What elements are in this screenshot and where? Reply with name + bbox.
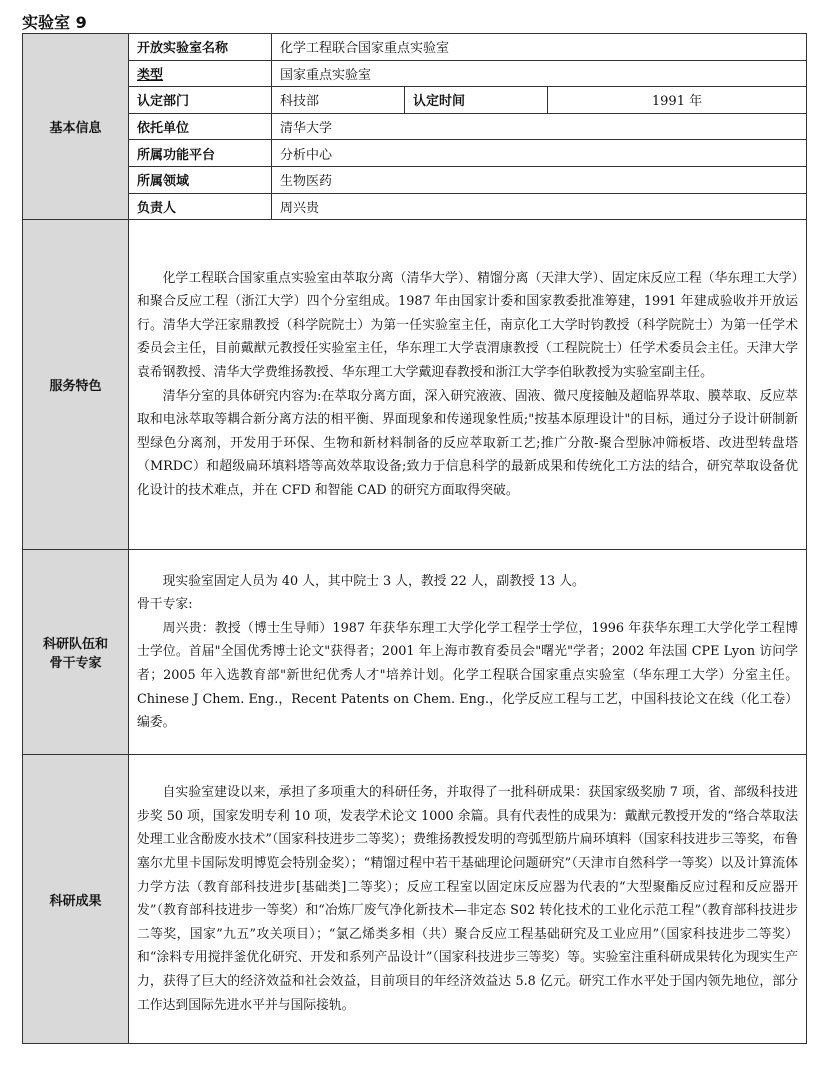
team-paragraph: 周兴贵：教授（博士生导师）1987 年获华东理工大学化学工程学士学位，1996 年获华东理工大学化学工程博士学位。首届"全国优秀博士论文"获得者；2001 年上海市教育委员会"曙光"学者；2002 年法国 CPE Lyon 访问学者；2005 年入选教育部"新世纪优秀人才"培养计划。化学工程联合国家重点实验室（华东理工大学）分室主任。Chinese J Chem. Eng.，Recent Patents on Chem. Eng.，化学反应工程与工艺，中国科技论文在线（化工卷）编委。 [137,620,799,731]
label-field: 所属领域 [129,166,272,193]
service-body [129,220,807,550]
label-certified-time: 认定时间 [405,87,548,114]
service-paragraph: 化学工程联合国家重点实验室由萃取分离（清华大学）、精馏分离（天津大学）、固定床反应工程（华东理工大学）和聚合反应工程（浙江大学）四个分室组成。1987 年由国家计委和国家教委批准筹建，1991 年建成验收并开放运行。清华大学汪家鼎教授（科学院院士）为第一任实验室主任，南京化工大学时钧教授（科学院院士）为第一任学术委员会主任，目前戴猷元教授任实验室主任，华东理工大学袁渭康教授（工程院院士）任学术委员会主任。天津大学袁希钢教授、清华大学费维扬教授、华东理工大学戴迎春教授和浙江大学李伯耿教授为实验室副主任。 [137,270,799,381]
service-row [23,220,807,550]
value-platform: 分析中心 [272,140,807,167]
value-field: 生物医药 [272,166,807,193]
basic-row-host [23,113,807,140]
value-type: 国家重点实验室 [272,60,807,87]
results-paragraph: 自实验室建设以来，承担了多项重大的科研任务，并取得了一批科研成果：获国家级奖励 7 项，省、部级科技进步奖 50 项，国家发明专利 10 项，发表学术论文 1000 余篇。具有代表性的成果为：戴猷元教授开发的“络合萃取法处理工业含酚废水技术”（国家科技进步二等奖）；费维扬教授发明的弯弧型筋片扁环填料（国家科技进步三等奖，布鲁塞尔尤里卡国际发明博览会特别金奖）；“精馏过程中若干基础理论问题研究”（天津市自然科学一等奖）以及计算流体力学方法（教育部科技进步[基础类]二等奖）；反应工程室以固定床反应器为代表的“大型聚酯反应过程和反应器开发”（教育部科技进步一等奖）和“冶炼厂废气净化新技术—非定态 S02 转化技术的工业化示范工程”（教育部科技进步二等奖，国家”九五”攻关项目）；“氯乙烯类多相（共）聚合反应工程基础研究及工业应用”（国家科技进步二等奖）和“涂料专用搅拌釜优化研究、开发和系列产品设计”（国家科技进步三等奖）等。实验室注重科研成果转化为现实生产力，获得了巨大的经济效益和社会效益，目前项目的年经济效益达 5.8 亿元。研究工作水平处于国内领先地位，部分工作达到国际先进水平并与国际接轨。 [137,785,799,1013]
value-lab-name: 化学工程联合国家重点实验室 [272,34,807,61]
section-service: 服务特色 [23,220,129,550]
basic-row-name [23,34,807,61]
value-leader: 周兴贵 [272,193,807,220]
basic-row-type [23,60,807,87]
label-platform: 所属功能平台 [129,140,272,167]
section-results: 科研成果 [23,755,129,1044]
label-host-unit: 依托单位 [129,113,272,140]
section-team [23,550,129,755]
label-lab-name: 开放实验室名称 [129,34,272,61]
section-team-line2: 骨干专家 [49,656,102,672]
service-paragraph: 清华分室的具体研究内容为:在萃取分离方面，深入研究液液、固液、微尺度接触及超临界萃取、膜萃取、反应萃取和电泳萃取等耦合新分离方法的相平衡、界面现象和传递现象性质;"按基本原理设计"的目标，通过分子设计研制新型绿色分离剂，开发用于环保、生物和新材料制备的反应萃取新工艺;推广分散-聚合型脉冲筛板塔、改进型转盘塔（MRDC）和超级扁环填料塔等高效萃取设备;致力于信息科学的最新成果和传统化工方法的结合，研究萃取设备优化设计的技术难点，并在 CFD 和智能 CAD 的研究方面取得突破。 [137,388,799,499]
page-title: 实验室 9 [22,13,87,32]
lab-info-table [22,33,807,1044]
label-leader: 负责人 [129,193,272,220]
results-body [129,755,807,1044]
team-paragraph: 现实验室固定人员为 40 人，其中院士 3 人，教授 22 人，副教授 13 人。 [162,573,585,589]
label-department: 认定部门 [129,87,272,114]
label-type: 类型 [129,60,272,87]
results-row [23,755,807,1044]
team-experts-heading: 骨干专家: [137,597,193,613]
basic-row-platform [23,140,807,167]
basic-row-leader [23,193,807,220]
value-host-unit: 清华大学 [272,113,807,140]
section-basic-info: 基本信息 [23,34,129,220]
value-department: 科技部 [272,87,405,114]
basic-row-field [23,166,807,193]
team-body [129,550,807,755]
value-certified-time: 1991 年 [548,87,807,114]
section-team-line1: 科研队伍和 [42,637,108,653]
team-row [23,550,807,755]
basic-row-department [23,87,807,114]
